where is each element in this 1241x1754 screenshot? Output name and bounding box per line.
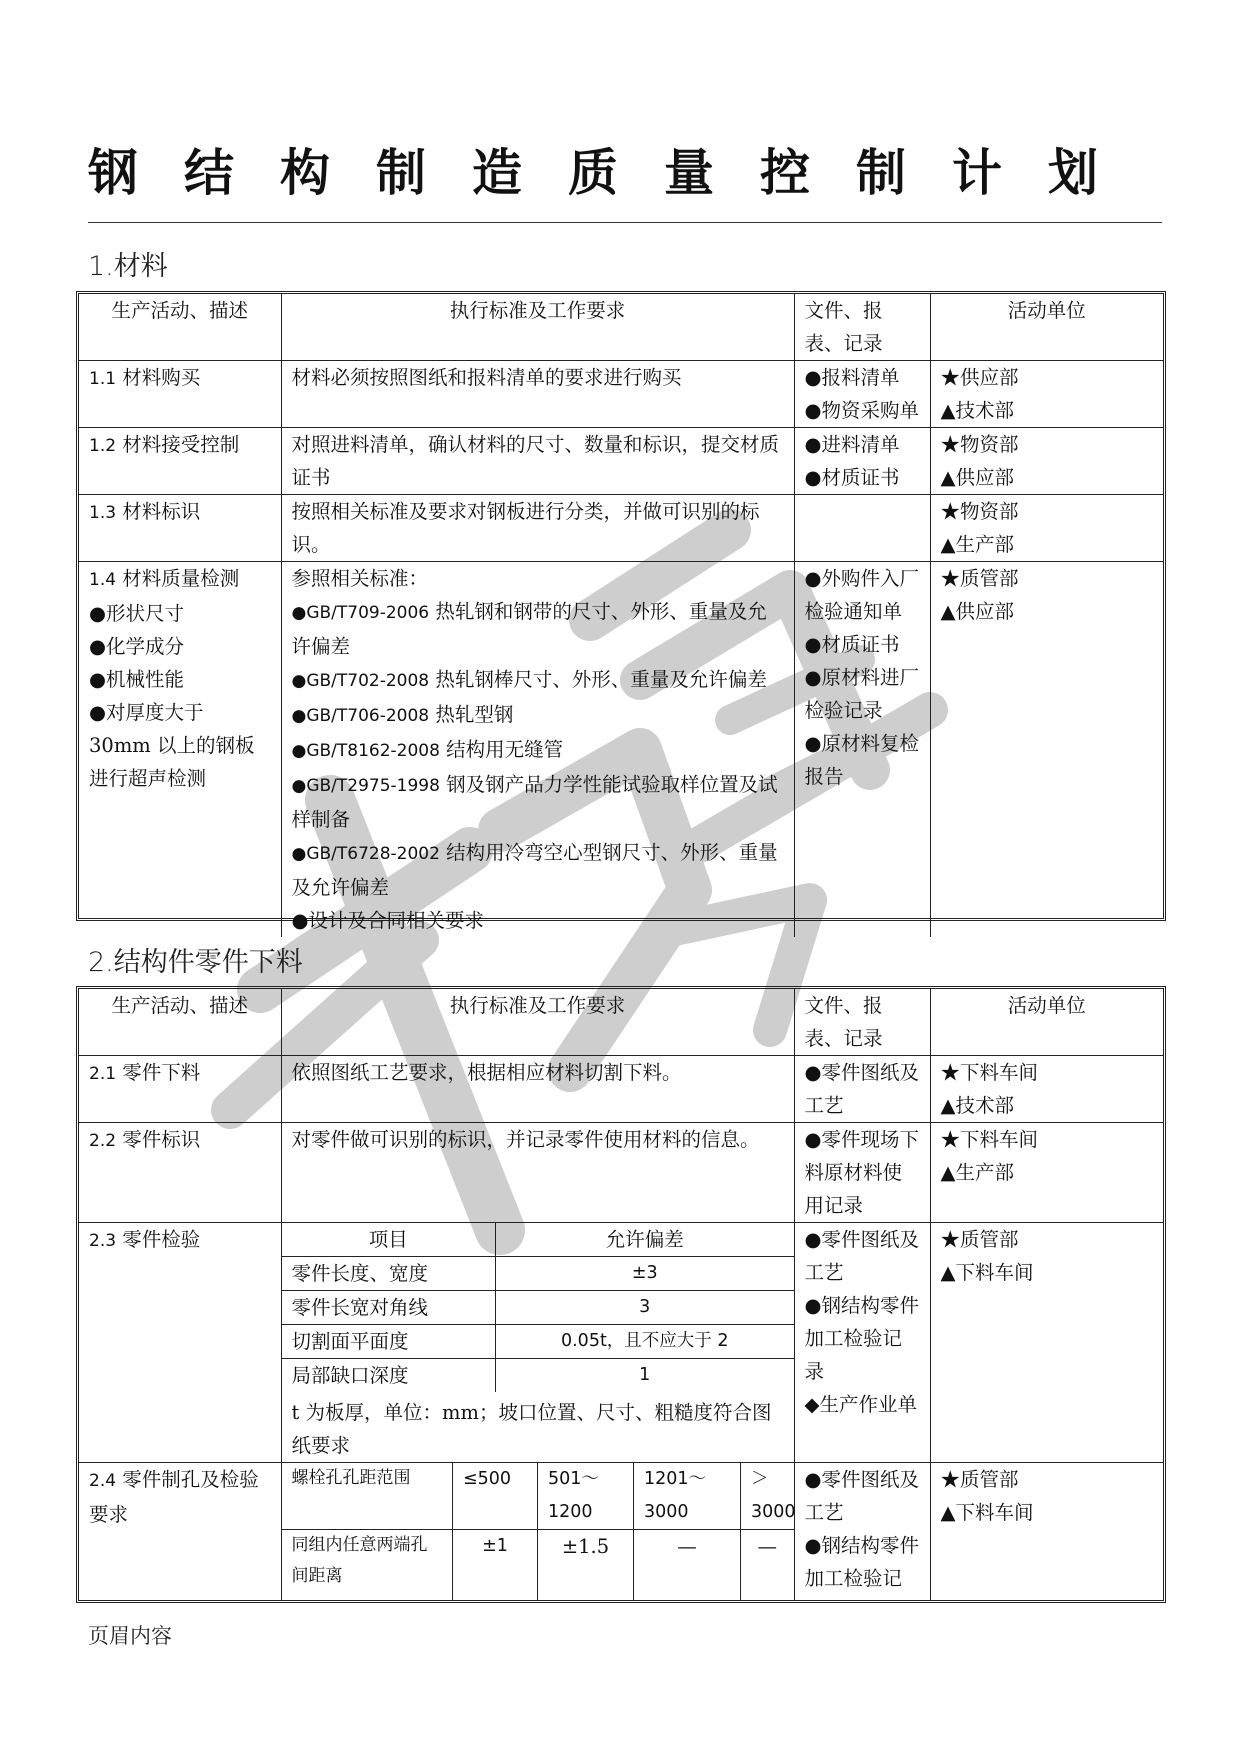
standard-cell: 对照进料清单，确认材料的尺寸、数量和标识，提交材质证书 — [281, 428, 794, 495]
standard-item: ●GB/T709-2006 热轧钢和钢带的尺寸、外形、重量及允许偏差 — [291, 600, 767, 658]
standard-cell: 依照图纸工艺要求，根据相应材料切割下料。 — [281, 1056, 794, 1123]
unit-cell: ★物资部 ▲生产部 — [930, 495, 1163, 562]
hole-spacing-table — [282, 1463, 794, 1600]
standard-item: ●GB/T2975-1998 钢及钢产品力学性能试验取样位置及试样制备 — [291, 773, 778, 831]
unit-cell: ★下料车间 ▲生产部 — [930, 1123, 1163, 1223]
standard-item: ●设计及合同相关要求 — [291, 909, 485, 932]
range-value: ＞3000 — [741, 1463, 794, 1530]
table-row — [79, 562, 1163, 938]
header-activity: 生产活动、描述 — [79, 989, 281, 1056]
standard-item: ●GB/T702-2008 热轧钢棒尺寸、外形、重量及允许偏差 — [291, 668, 767, 691]
tolerance-item: 零件长宽对角线 — [282, 1291, 496, 1325]
unit-cell: ★质管部 ▲供应部 — [930, 562, 1163, 938]
tolerance-item: 切割面平面度 — [282, 1325, 496, 1359]
header-records: 文件、报表、记录 — [794, 989, 930, 1056]
table-row — [79, 495, 1163, 562]
records-cell: ●进料清单 ●材质证书 — [794, 428, 930, 495]
spacing-value: ±1.5 — [538, 1530, 634, 1601]
check-item: ●对厚度大于 30mm 以上的钢板进行超声检测 — [89, 701, 255, 790]
standard-cell: 参照相关标准： ●GB/T709-2006 热轧钢和钢带的尺寸、外形、重量及允许偏差 ●GB/T702-2008 热轧钢棒尺寸、外形、重量及允许偏差 ●GB/T706-2008 热轧型钢 ●GB/T8162-2008 结构用无缝管 ●GB/T2975-1998 钢及钢产品力学性能试验取样位置及试样制备 ●GB/T6728-2002 结构用冷弯空心型钢尺寸、外形、重量及允许偏差 ●设计及合同相关要求 — [281, 562, 794, 938]
range-value: ≤500 — [453, 1463, 538, 1530]
activity-cell: 2.3 零件检验 — [79, 1223, 281, 1463]
unit-cell: ★下料车间 ▲技术部 — [930, 1056, 1163, 1123]
activity-cell: 2.1 零件下料 — [79, 1056, 281, 1123]
tolerance-cell — [281, 1223, 794, 1463]
tolerance-note: t 为板厚，单位：mm；坡口位置、尺寸、粗糙度符合图纸要求 — [291, 1401, 772, 1457]
header-activity: 生产活动、描述 — [79, 294, 281, 361]
activity-cell: 2.4 零件制孔及检验要求 — [79, 1463, 281, 1601]
tolerance-header-value: 允许偏差 — [496, 1223, 794, 1257]
activity-cell: 1.3 材料标识 — [79, 495, 281, 562]
records-cell: ●零件图纸及工艺 — [794, 1056, 930, 1123]
standard-cell: 材料必须按照图纸和报料清单的要求进行购买 — [281, 361, 794, 428]
tolerance-value: ±3 — [496, 1257, 794, 1291]
unit-cell: ★质管部 ▲下料车间 — [930, 1463, 1163, 1601]
unit-cell: ★质管部 ▲下料车间 — [930, 1223, 1163, 1463]
table-row — [79, 1463, 1163, 1601]
header-unit: 活动单位 — [930, 989, 1163, 1056]
tolerance-value: 1 — [496, 1359, 794, 1393]
materials-table — [76, 291, 1166, 932]
hole-spacing-cell — [281, 1463, 794, 1601]
records-cell: ●外购件入厂检验通知单 ●材质证书 ●原材料进厂检验记录 ●原材料复检报告 — [794, 562, 930, 938]
standard-cell: 对零件做可识别的标识，并记录零件使用材料的信息。 — [281, 1123, 794, 1223]
records-cell: ●报料清单 ●物资采购单 — [794, 361, 930, 428]
activity-cell: 2.2 零件标识 — [79, 1123, 281, 1223]
records-cell — [794, 495, 930, 562]
tolerance-header-item: 项目 — [282, 1223, 496, 1257]
records-cell: ●零件现场下料原材料使用记录 — [794, 1123, 930, 1223]
table-row — [79, 1056, 1163, 1123]
header-records: 文件、报表、记录 — [794, 294, 930, 361]
spacing-label: 同组内任意两端孔间距离 — [282, 1530, 453, 1601]
section-heading-cutting: 2.结构件零件下料 — [88, 947, 303, 978]
standard-cell: 按照相关标准及要求对钢板进行分类，并做可识别的标识。 — [281, 495, 794, 562]
check-item: ●机械性能 — [89, 668, 185, 691]
table-row — [79, 1223, 1163, 1463]
table-header-row — [79, 294, 1163, 361]
standard-item: ●GB/T6728-2002 结构用冷弯空心型钢尺寸、外形、重量及允许偏差 — [291, 841, 778, 899]
standard-item: ●GB/T8162-2008 结构用无缝管 — [291, 738, 564, 761]
tolerance-value: 0.05t，且不应大于 2 — [496, 1325, 794, 1359]
range-value: 501～1200 — [538, 1463, 634, 1530]
header-unit: 活动单位 — [930, 294, 1163, 361]
page-footer: 页眉内容 — [88, 1624, 172, 1648]
spacing-value: — — [741, 1530, 794, 1601]
page-title: 钢结构制造质量控制计划 — [88, 144, 1144, 202]
cutting-table — [76, 986, 1166, 1603]
spacing-value: — — [634, 1530, 741, 1601]
section-heading-materials: 1.材料 — [88, 251, 168, 282]
range-label: 螺栓孔孔距范围 — [282, 1463, 453, 1530]
unit-cell: ★供应部 ▲技术部 — [930, 361, 1163, 428]
records-cell: ●零件图纸及工艺 ●钢结构零件加工检验记录 ◆生产作业单 — [794, 1223, 930, 1463]
title-rule — [88, 222, 1162, 223]
tolerance-item: 零件长度、宽度 — [282, 1257, 496, 1291]
table-row — [79, 361, 1163, 428]
activity-cell: 1.2 材料接受控制 — [79, 428, 281, 495]
header-standard: 执行标准及工作要求 — [281, 294, 794, 361]
range-value: 1201～3000 — [634, 1463, 741, 1530]
tolerance-item: 局部缺口深度 — [282, 1359, 496, 1393]
header-standard: 执行标准及工作要求 — [281, 989, 794, 1056]
check-item: ●形状尺寸 — [89, 602, 185, 625]
spacing-value: ±1 — [453, 1530, 538, 1601]
table-row — [79, 428, 1163, 495]
activity-cell: 1.4 材料质量检测 ●形状尺寸 ●化学成分 ●机械性能 ●对厚度大于 30mm 以上的钢板进行超声检测 — [79, 562, 281, 938]
check-item: ●化学成分 — [89, 635, 185, 658]
activity-cell: 1.1 材料购买 — [79, 361, 281, 428]
unit-cell: ★物资部 ▲供应部 — [930, 428, 1163, 495]
records-cell: ●零件图纸及工艺 ●钢结构零件加工检验记 — [794, 1463, 930, 1601]
tolerance-table — [282, 1223, 794, 1392]
tolerance-value: 3 — [496, 1291, 794, 1325]
standard-item: ●GB/T706-2008 热轧型钢 — [291, 703, 514, 726]
table-row — [79, 1123, 1163, 1223]
table-header-row — [79, 989, 1163, 1056]
